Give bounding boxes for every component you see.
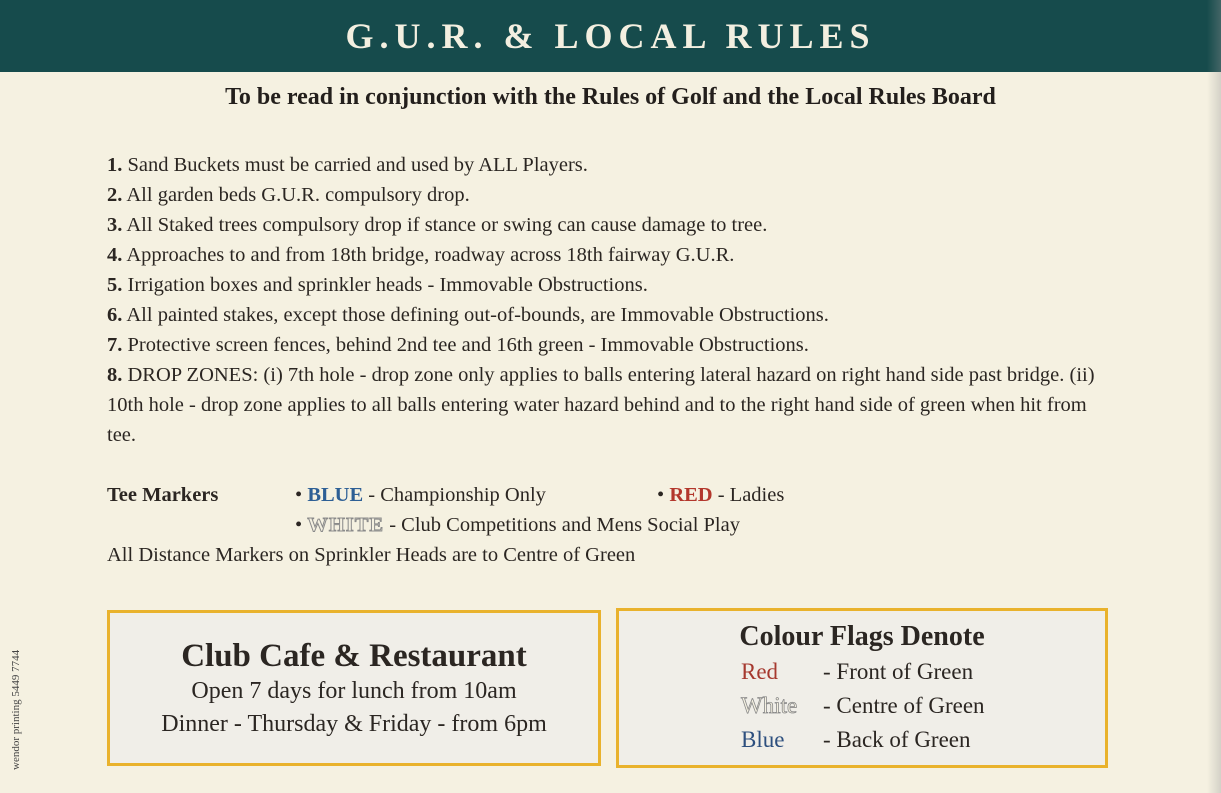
cafe-hours-dinner: Dinner - Thursday & Friday - from 6pm [161, 711, 547, 737]
tee-markers-label: Tee Markers [107, 484, 219, 506]
rule-number: 2. [107, 184, 123, 206]
distance-note: All Distance Markers on Sprinkler Heads are to Centre of Green [107, 544, 636, 566]
rule-number: 7. [107, 334, 123, 356]
tee-red-word: RED [669, 484, 713, 506]
rule-text: Irrigation boxes and sprinkler heads - Immovable Obstructions. [127, 274, 648, 296]
cafe-title: Club Cafe & Restaurant [181, 638, 527, 674]
header-banner [0, 0, 1221, 72]
bullet-icon: • [295, 514, 303, 536]
rule-text: Approaches to and from 18th bridge, roadway across 18th fairway G.U.R. [126, 244, 735, 266]
rule-number: 4. [107, 244, 123, 266]
rule-text: All painted stakes, except those defining out-of-bounds, are Immovable Obstructions. [126, 304, 829, 326]
rule-text: Sand Buckets must be carried and used by ALL Players. [127, 154, 588, 176]
flag-color-red: Red [741, 659, 779, 684]
rule-item [107, 330, 1117, 360]
rule-number: 1. [107, 154, 123, 176]
rule-text: All Staked trees compulsory drop if stance or swing can cause damage to tree. [126, 214, 768, 236]
tee-blue-word: BLUE [307, 484, 364, 506]
tee-blue-desc: - Championship Only [363, 484, 546, 506]
rule-item [107, 150, 1117, 180]
rule-item [107, 210, 1117, 240]
subtitle: To be read in conjunction with the Rules of Golf and the Local Rules Board [225, 84, 996, 110]
rule-number: 3. [107, 214, 123, 236]
rule-item [107, 300, 1117, 330]
flag-row-white [619, 689, 1105, 723]
printer-credit: wendor printing 5449 7744 [10, 649, 22, 770]
rule-number: 5. [107, 274, 123, 296]
flags-title: Colour Flags Denote [739, 621, 985, 652]
tee-red-desc: - Ladies [712, 484, 785, 506]
flag-color-white: White [741, 693, 798, 718]
tee-blue [295, 480, 546, 510]
page-title: G.U.R. & LOCAL RULES [345, 16, 876, 56]
bullet-icon: • [657, 484, 665, 506]
tee-white-word: WHITE [307, 514, 385, 536]
rule-text: Protective screen fences, behind 2nd tee and 16th green - Immovable Obstructions. [127, 334, 809, 356]
card-edge [1207, 0, 1221, 793]
tee-white [295, 510, 740, 540]
flag-color-blue: Blue [741, 727, 785, 752]
flag-row-blue [619, 723, 1105, 757]
rule-item [107, 240, 1117, 270]
tee-red [657, 480, 784, 510]
tee-markers [107, 480, 1107, 540]
rule-number: 6. [107, 304, 123, 326]
flag-desc: - Front of Green [823, 659, 974, 684]
flag-row-red [619, 655, 1105, 689]
flag-desc: - Centre of Green [823, 693, 985, 718]
rule-text: DROP ZONES: (i) 7th hole - drop zone only applies to balls entering lateral hazard on right hand side past bridge. (ii) 10th hole - drop zone applies to all balls entering water hazard behind and to the right hand side of green when hit from tee. [107, 364, 1095, 446]
rule-item [107, 180, 1117, 210]
bullet-icon: • [295, 484, 303, 506]
cafe-box [107, 610, 601, 766]
tee-white-desc: - Club Competitions and Mens Social Play [384, 514, 740, 536]
cafe-hours-lunch: Open 7 days for lunch from 10am [191, 678, 517, 704]
rule-item [107, 360, 1117, 450]
rules-list [107, 150, 1117, 450]
rule-text: All garden beds G.U.R. compulsory drop. [126, 184, 470, 206]
rule-item [107, 270, 1117, 300]
rule-number: 8. [107, 364, 123, 386]
flags-box [616, 608, 1108, 768]
flag-desc: - Back of Green [823, 727, 971, 752]
